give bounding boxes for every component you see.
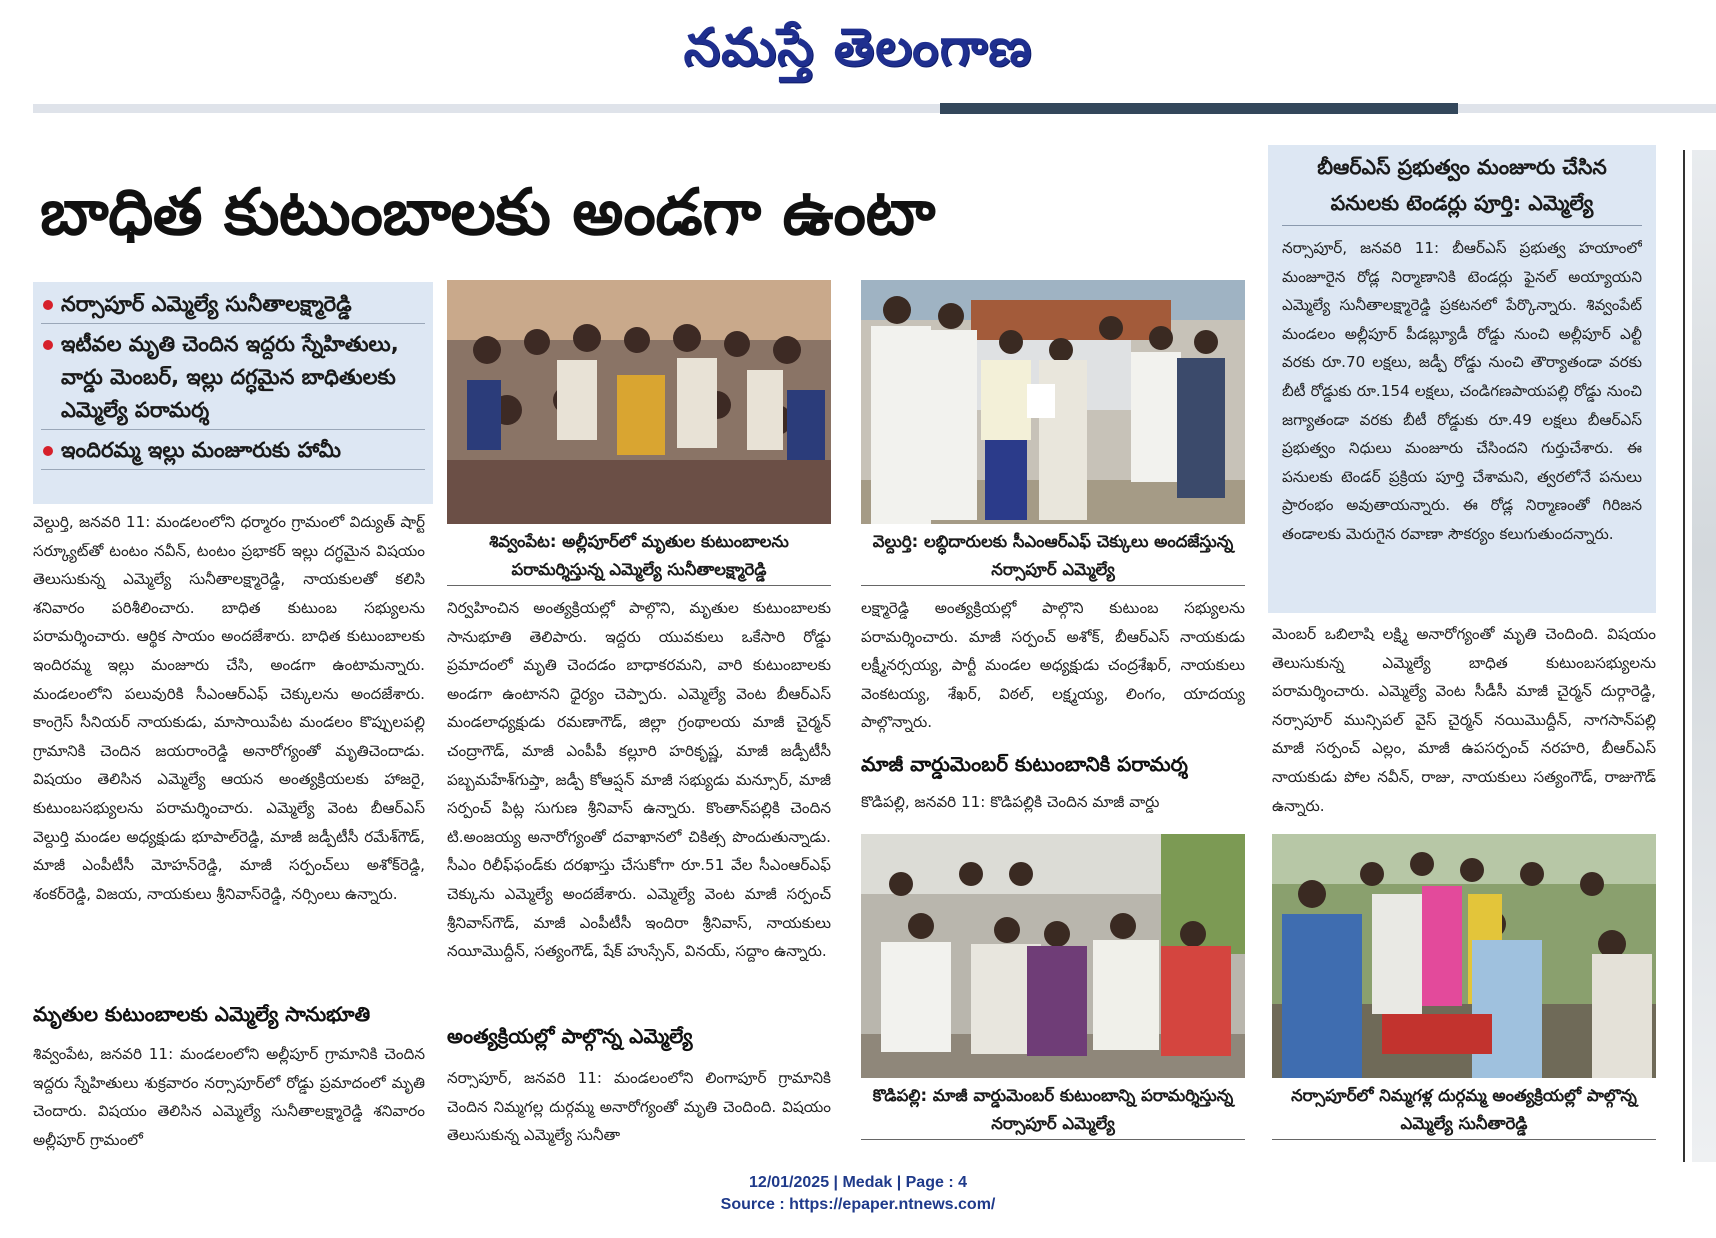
photo-caption: కొడిపల్లి: మాజీ వార్డుమెంబర్ కుటుంబాన్ని పరామర్శిస్తున్న నర్సాపూర్ ఎమ్మెల్యే: [861, 1082, 1245, 1140]
main-headline: బాధిత కుటుంబాలకు అండగా ఉంటా: [40, 176, 935, 250]
sub-headline: మృతుల కుటుంబాలకు ఎమ్మెల్యే సానుభూతి: [33, 1002, 371, 1026]
sub-headline: అంత్యక్రియల్లో పాల్గొన్న ఎమ్మెల్యే: [447, 1024, 693, 1048]
footer-date-page: 12/01/2025 | Medak | Page : 4: [749, 1174, 967, 1191]
column-divider: [1683, 150, 1685, 1162]
sidebar-body: నర్సాపూర్, జనవరి 11: బీఆర్‌ఎస్ ప్రభుత్వ హయాంలో మంజూరైన రోడ్ల నిర్మాణానికి టెండర్లు ఫైనల్ అయ్యాయని ఎమ్మెల్యే సునీతాలక్ష్మారెడ్డి ప్రకటనలో పేర్కొన్నారు. శివ్వంపేట్ మండలం అల్లీపూర్ పీడబ్ల్యూడీ రోడ్డు నుంచి అల్లీపూర్ ఎల్టీ వరకు రూ.70 లక్షలు, జడ్పీ రోడ్డు నుంచి తౌర్యాతండా వరకు బీటీ రోడ్డుకు రూ.154 లక్షలు, చండిగణపాయపల్లి రోడ్డు నుంచి జగ్యాతండా వరకు బీటీ రోడ్డుకు రూ.49 లక్షలు బీఆర్‌ఎస్ ప్రభుత్వం నిధులు మంజూరు చేసిందని గుర్తుచేశారు. ఈ పనులకు టెండర్ ప్రక్రియ పూర్తి చేశామని, త్వరలోనే పనులు ప్రారంభం అవుతాయన్నారు. ఈ రోడ్ల నిర్మాణంతో గిరిజన తండాలకు మెరుగైన రవాణా సౌకర్యం కలుగుతుందన్నారు.: [1282, 239, 1642, 543]
highlight-item: ఇందిరమ్మ ఇల్లు మంజూరుకు హామీ: [41, 434, 425, 470]
footer-source-link[interactable]: Source : https://epaper.ntnews.com/: [720, 1196, 996, 1213]
masthead-divider-accent: [940, 103, 1458, 114]
article-paragraph: వెల్దుర్తి, జనవరి 11: మండలంలోని ధర్మారం గ్రామంలో విద్యుత్ షార్ట్ సర్క్యూట్‌తో టంటం నవీన్, టంటం ప్రభాకర్ ఇల్లు దగ్ధమైన విషయం తెలుసుకున్న ఎమ్మెల్యే సునీతాలక్ష్మారెడ్డి, నాయకులతో కలిసి శనివారం పరిశీలించారు. బాధిత కుటుంబ సభ్యులను పరామర్శించారు. ఆర్థిక సాయం అందజేశారు. బాధిత కుటుంబాలకు ఇందిరమ్మ ఇల్లు మంజూరు చేసి, అండగా ఉంటామన్నారు. మండలంలోని పలువురికి సీఎంఆర్‌ఎఫ్ చెక్కులను అందజేశారు. కాంగ్రెస్ సీనియర్ నాయకుడు, మాసాయిపేట మండలం కొప్పులపల్లి గ్రామానికి చెందిన జయరాంరెడ్డి అనారోగ్యంతో మృతిచెందాడు. విషయం తెలిసిన ఎమ్మెల్యే ఆయన అంత్యక్రియలకు హాజరై, కుటుంబసభ్యులను పరామర్శించారు. ఎమ్మెల్యే వెంట బీఆర్‌ఎస్ వెల్దుర్తి మండల అధ్యక్షుడు భూపాల్‌రెడ్డి, మాజీ జడ్పీటీసీ రమేశ్‌గౌడ్, మాజీ ఎంపీటీసీ మోహన్‌రెడ్డి, మాజీ సర్పంచ్‌లు అశోక్‌రెడ్డి, శంకర్‌రెడ్డి, విజయ, నాయకులు శ్రీనివాస్‌రెడ్డి, నర్సింలు ఉన్నారు.: [33, 513, 425, 903]
adjacent-page-edge: [1692, 150, 1716, 1162]
highlight-item: నర్సాపూర్ ఎమ్మెల్యే సునీతాలక్ష్మారెడ్డి: [41, 288, 425, 324]
highlights-box: [33, 282, 433, 504]
highlight-item: ఇటీవల మృతి చెందిన ఇద్దరు స్నేహితులు, వార్డు మెంబర్, ఇల్లు దగ్ధమైన బాధితులకు ఎమ్మెల్యే పరామర్శ: [41, 328, 425, 430]
photo-caption: వెల్దుర్తి: లబ్ధిదారులకు సీఎంఆర్‌ఎఫ్ చెక్కులు అందజేస్తున్న నర్సాపూర్ ఎమ్మెల్యే: [861, 528, 1245, 586]
news-photo-ward-member-family: [861, 834, 1245, 1078]
article-paragraph: మెంబర్ ఒబిలాషి లక్ష్మి అనారోగ్యంతో మృతి చెందింది. విషయం తెలుసుకున్న ఎమ్మెల్యే బాధిత కుటుంబసభ్యులను పరామర్శించారు. ఎమ్మెల్యే వెంట సీడీసీ మాజీ చైర్మన్ దుర్గారెడ్డి, నర్సాపూర్ మున్సిపల్ వైస్ చైర్మన్ నయిమొద్దీన్, నాగసాన్‌పల్లి మాజీ సర్పంచ్ ఎల్లం, మాజీ ఉపసర్పంచ్ నరహరి, బీఆర్‌ఎస్ నాయకుడు పోల నవీన్, రాజు, నాయకులు సత్యంగౌడ్, రాజుగౌడ్ ఉన్నారు.: [1272, 625, 1656, 815]
photo-caption: శివ్వంపేట: అల్లీపూర్‌లో మృతుల కుటుంబాలను పరామర్శిస్తున్న ఎమ్మెల్యే సునీతాలక్ష్మారెడ్డి: [447, 528, 831, 586]
sidebar-article: [1268, 145, 1656, 613]
footer: [0, 1172, 1716, 1216]
article-paragraph: కొడిపల్లి, జనవరి 11: కొడిపల్లికి చెందిన మాజీ వార్డు: [861, 793, 1160, 811]
photo-caption: నర్సాపూర్‌లో నిమ్మగళ్ల దుర్గమ్మ అంత్యక్రియల్లో పాల్గొన్న ఎమ్మెల్యే సునీతారెడ్డి: [1272, 1082, 1656, 1140]
sub-headline: మాజీ వార్డుమెంబర్ కుటుంబానికి పరామర్శ: [861, 752, 1188, 776]
news-photo-condolence: [447, 280, 831, 524]
article-paragraph: లక్ష్మారెడ్డి అంత్యక్రియల్లో పాల్గొని కుటుంబ సభ్యులను పరామర్శించారు. మాజీ సర్పంచ్ అశోక్, బీఆర్‌ఎస్ నాయకుడు లక్ష్మీనర్సయ్య, పార్టీ మండల అధ్యక్షుడు చంద్రశేఖర్, నాయకులు వెంకటయ్య, శేఖర్, విఠల్, లక్ష్మయ్య, లింగం, యాదయ్య పాల్గొన్నారు.: [861, 599, 1245, 732]
sidebar-headline: బీఆర్‌ఎస్ ప్రభుత్వం మంజూరు చేసిన పనులకు టెండర్లు పూర్తి: ఎమ్మెల్యే: [1282, 149, 1642, 226]
news-photo-cheque-distribution: [861, 280, 1245, 524]
article-paragraph: నిర్వహించిన అంత్యక్రియల్లో పాల్గొని, మృతుల కుటుంబాలకు సానుభూతి తెలిపారు. ఇద్దరు యువకులు ఒకేసారి రోడ్డు ప్రమాదంలో మృతి చెందడం బాధాకరమని, వారి కుటుంబాలకు అండగా ఉంటానని ధైర్యం చెప్పారు. ఎమ్మెల్యే వెంట బీఆర్‌ఎస్ మండలాధ్యక్షుడు రమణాగౌడ్, జిల్లా గ్రంథాలయ మాజీ చైర్మన్ చంద్రాగౌడ్, మాజీ ఎంపీపీ కల్లూరి హరికృష్ణ, మాజీ జడ్పీటీసీ పబ్బమహేశ్‌గుప్తా, జడ్పీ కోఆప్షన్ మాజీ సభ్యుడు మన్సూర్, మాజీ సర్పంచ్ పిట్ల సుగుణ శ్రీనివాస్ ఉన్నారు. కొంతాన్‌పల్లికి చెందిన టి.అంజయ్య అనారోగ్యంతో దవాఖానలో చికిత్స పొందుతున్నాడు. సీఎం రిలీఫ్‌ఫండ్‌కు దరఖాస్తు చేసుకోగా రూ.51 వేల సీఎంఆర్‌ఎఫ్ చెక్కును ఎమ్మెల్యే అందజేశారు. ఎమ్మెల్యే వెంట మాజీ సర్పంచ్ శ్రీనివాస్‌గౌడ్, మాజీ ఎంపీటీసీ ఇందిరా శ్రీనివాస్, నాయకులు నయీమొద్దీన్, సత్యంగౌడ్, షేక్ హుస్సేన్, వినయ్, సద్దాం ఉన్నారు.: [447, 599, 831, 961]
article-paragraph: నర్సాపూర్, జనవరి 11: మండలంలోని లింగాపూర్ గ్రామానికి చెందిన నిమ్మగల్ల దుర్గమ్మ అనారోగ్యంతో మృతి చెందింది. విషయం తెలుసుకున్న ఎమ్మెల్యే సునీతా: [447, 1069, 831, 1145]
masthead-logo: నమస్తే తెలంగాణ: [683, 17, 1033, 78]
masthead-divider: [33, 104, 1716, 113]
news-photo-funeral: [1272, 834, 1656, 1078]
article-paragraph: శివ్వంపేట, జనవరి 11: మండలంలోని అల్లీపూర్ గ్రామానికి చెందిన ఇద్దరు స్నేహితులు శుక్రవారం నర్సాపూర్‌లో రోడ్డు ప్రమాదంలో మృతి చెందారు. విషయం తెలిసిన ఎమ్మెల్యే సునీతాలక్ష్మారెడ్డి శనివారం అల్లీపూర్ గ్రామంలో: [33, 1045, 425, 1149]
